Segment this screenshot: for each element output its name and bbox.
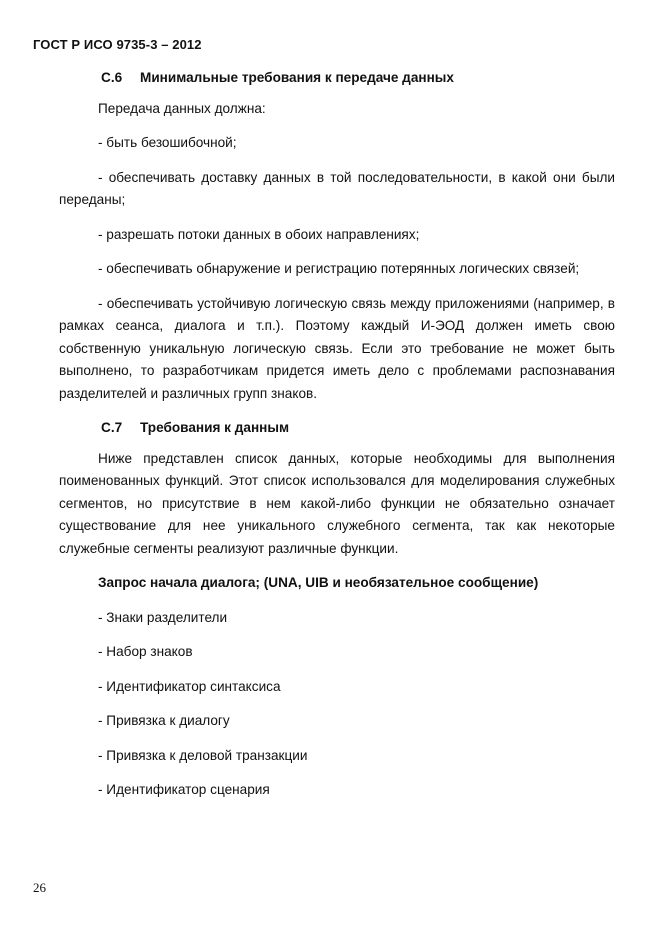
- subheading: Запрос начала диалога; (UNA, UIB и необязательное сообщение): [98, 575, 539, 590]
- section-number: С.6: [101, 70, 123, 85]
- paragraph-body: Ниже представлен список данных, которые необходимы для выполнения поименованных функций. Этот список использовался для моделирования служебных сегментов, но присутствие в нем какой-либо функции не обязательно означает существование для нее уникального служебного сегмента, так как некоторые служебные сегменты реализуют различные функции.: [59, 450, 615, 556]
- list-item: - обеспечивать доставку данных в той последовательности, в какой они были переданы;: [59, 169, 615, 207]
- paragraph-intro: Передача данных должна:: [98, 100, 266, 116]
- section-heading-c6: [59, 67, 615, 90]
- list-item: - обеспечивать устойчивую логическую связь между приложениями (например, в рамках сеанса, диалога и т.п.). Поэтому каждый И-ЭОД должен иметь свою собственную уникальную логическую связь. Если это требование не может быть выполнено, то разработчикам придется иметь дело с проблемами распознавания разделителей и различных групп знаков.: [59, 295, 615, 401]
- list-item: - обеспечивать обнаружение и регистрацию потерянных логических связей;: [98, 261, 580, 276]
- section-title: Минимальные требования к передаче данных: [140, 70, 454, 85]
- section-number: С.7: [101, 420, 123, 435]
- list-item: - быть безошибочной;: [98, 135, 237, 150]
- list-item: - Идентификатор сценария: [98, 782, 270, 797]
- page-number: 26: [33, 880, 46, 895]
- list-item: - разрешать потоки данных в обоих направлениях;: [98, 226, 420, 242]
- list-item: - Привязка к деловой транзакции: [98, 747, 308, 763]
- list-item: - Идентификатор синтаксиса: [98, 678, 281, 694]
- list-item: - Привязка к диалогу: [98, 713, 230, 728]
- list-item: - Знаки разделители: [98, 609, 228, 625]
- section-title: Требования к данным: [140, 420, 290, 435]
- page-content: [59, 67, 615, 802]
- section-heading-c7: [59, 417, 615, 440]
- list-item: - Набор знаков: [98, 644, 193, 659]
- document-header: ГОСТ Р ИСО 9735-3 – 2012: [33, 37, 202, 52]
